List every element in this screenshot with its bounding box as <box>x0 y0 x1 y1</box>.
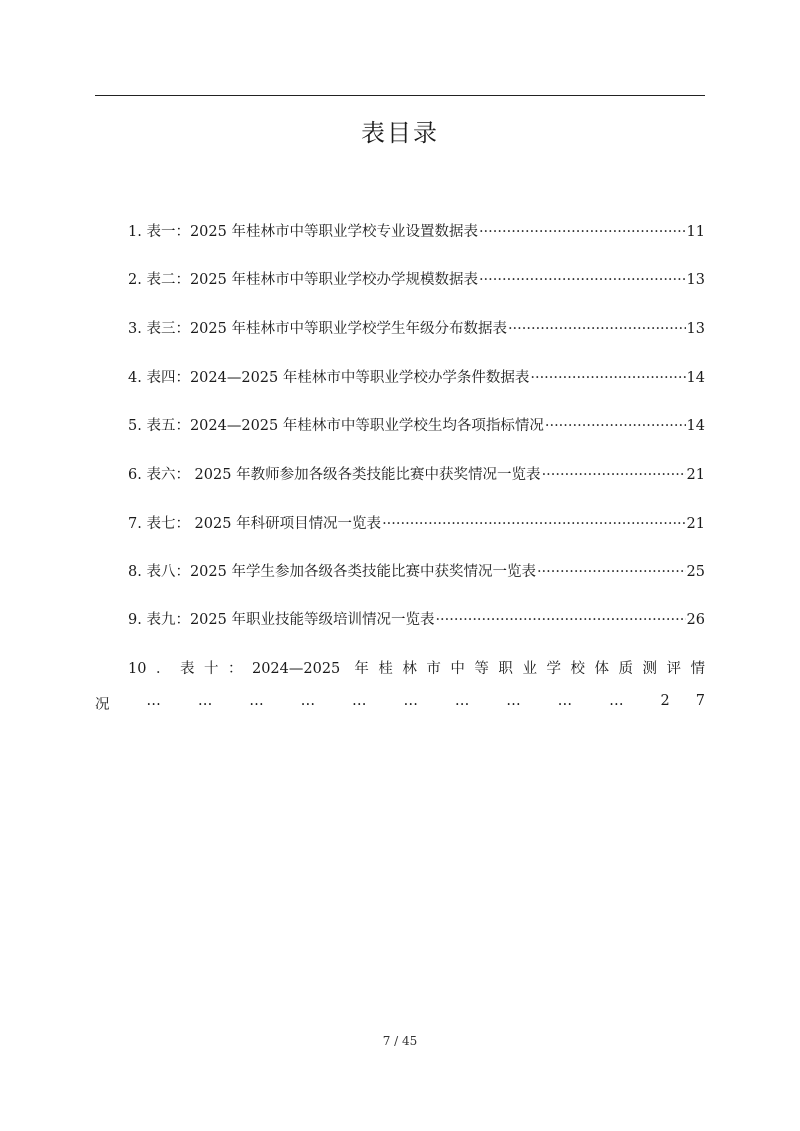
toc-entry-page: 14 <box>686 418 705 434</box>
toc-leader-dots: … <box>557 693 573 709</box>
toc-leader-dots <box>479 224 686 242</box>
toc-entry-page: 25 <box>686 564 705 580</box>
toc-entry-page: 21 <box>686 516 705 532</box>
toc-entry-label: 8. 表八：2025 年学生参加各级各类技能比赛中获奖情况一览表 <box>128 564 536 580</box>
toc-leader-dots <box>479 272 686 290</box>
toc-entry-label: 3. 表三：2025 年桂林市中等职业学校学生年级分布数据表 <box>128 321 507 337</box>
toc-leader-dots: … <box>249 693 264 709</box>
toc-entry-label: 9. 表九：2025 年职业技能等级培训情况一览表 <box>128 612 435 628</box>
toc-entry-page: 21 <box>686 467 705 483</box>
toc-leader-dots <box>537 564 686 582</box>
toc-leader-dots <box>382 516 685 534</box>
toc-leader-dots <box>435 612 685 630</box>
toc-entry-label: 5. 表五：2024—2025 年桂林市中等职业学校生均各项指标情况 <box>128 418 544 434</box>
toc-entry[interactable] <box>128 463 705 485</box>
toc-leader-dots: … <box>352 693 367 709</box>
toc-leader-dots: … <box>609 693 624 709</box>
toc-entry[interactable] <box>128 560 705 582</box>
toc-leader-dots: … <box>403 693 418 709</box>
toc-entry-10-page: 27 <box>660 693 731 709</box>
toc-entry[interactable] <box>128 414 705 436</box>
toc-entry-label: 1. 表一：2025 年桂林市中等职业学校专业设置数据表 <box>128 224 478 240</box>
toc-entry-page: 26 <box>686 612 705 628</box>
toc-entry[interactable] <box>128 317 705 339</box>
toc-entry[interactable] <box>128 220 705 242</box>
toc-leader-dots <box>545 418 686 436</box>
toc-entry-page: 13 <box>686 321 705 337</box>
toc-leader-dots: … <box>300 693 316 709</box>
toc-entry[interactable] <box>128 512 705 534</box>
toc-entry-label: 6. 表六： 2025 年教师参加各级各类技能比赛中获奖情况一览表 <box>128 467 541 483</box>
header-rule <box>95 95 705 96</box>
toc-entry-10-continuation: 况 <box>95 697 110 713</box>
toc-entry-page: 13 <box>686 272 705 288</box>
toc-entry-label: 2. 表二：2025 年桂林市中等职业学校办学规模数据表 <box>128 272 478 288</box>
toc-entry-page: 11 <box>686 224 705 240</box>
toc-entry[interactable] <box>128 268 705 290</box>
toc-leader-dots: … <box>197 693 213 709</box>
toc-entry[interactable] <box>128 608 705 630</box>
toc-leader-dots: … <box>146 693 161 709</box>
page-title: 表目录 <box>361 119 439 147</box>
toc-entry-10-line1[interactable]: 10．表十：2024—2025 年桂林市中等职业学校体质测评情 <box>128 661 705 677</box>
toc-entry-page: 14 <box>686 370 705 386</box>
toc-leader-dots <box>530 370 685 388</box>
toc-entry[interactable] <box>128 366 705 388</box>
page-number-footer: 7 / 45 <box>382 1034 418 1048</box>
toc-entry-label: 7. 表七： 2025 年科研项目情况一览表 <box>128 516 382 532</box>
toc-entry-label: 4. 表四：2024—2025 年桂林市中等职业学校办学条件数据表 <box>128 370 530 386</box>
toc-leader-dots <box>542 467 686 485</box>
toc-entry-10-line2[interactable] <box>95 693 731 714</box>
toc-leader-dots: … <box>454 693 470 709</box>
toc-leader-dots: … <box>506 693 521 709</box>
toc-leader-dots <box>508 321 686 339</box>
